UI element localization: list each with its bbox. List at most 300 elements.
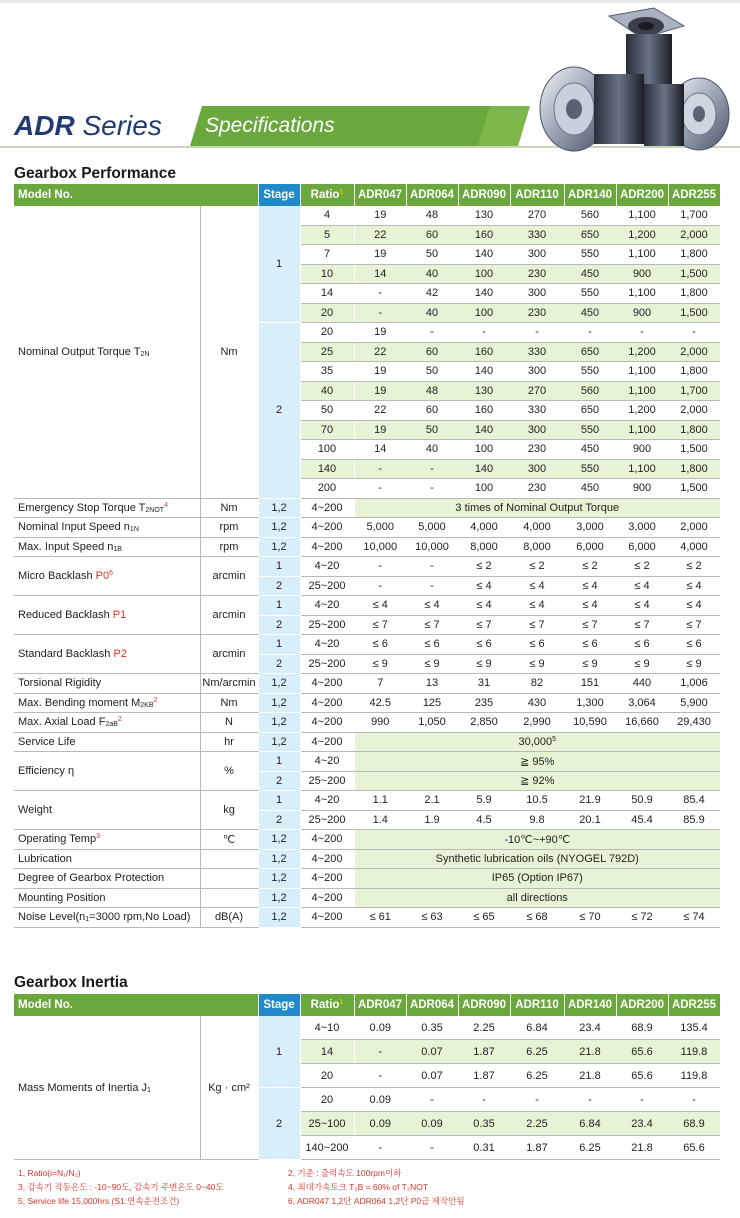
ratio-cell: 25~200 — [300, 810, 354, 830]
value-cell: 8,000 — [458, 537, 510, 557]
spec-name — [14, 693, 200, 713]
model-col-header: ADR200 — [616, 184, 668, 206]
value-cell: - — [354, 303, 406, 323]
value-cell: 21.8 — [564, 1040, 616, 1064]
value-cell: 19 — [354, 420, 406, 440]
value-cell: 130 — [458, 381, 510, 401]
table-row — [14, 537, 720, 557]
spec-name-part: Standard Backlash — [18, 648, 114, 660]
ratio-cell: 25~200 — [300, 576, 354, 596]
value-cell: 1,500 — [668, 479, 720, 499]
value-cell: 235 — [458, 693, 510, 713]
value-cell: 550 — [564, 420, 616, 440]
spec-unit: arcmin — [200, 635, 258, 674]
spec-unit: Kg · cm² — [200, 1016, 258, 1160]
value-cell: ≤ 7 — [668, 615, 720, 635]
value-cell: 1,100 — [616, 420, 668, 440]
model-col-header: ADR090 — [458, 184, 510, 206]
value-text: -10℃~+90℃ — [504, 833, 571, 846]
table-row — [14, 693, 720, 713]
value-cell: 65.6 — [616, 1040, 668, 1064]
ratio-cell: 4~200 — [300, 498, 354, 518]
value-cell: 16,660 — [616, 713, 668, 733]
value-cell: ≤ 61 — [354, 908, 406, 928]
spec-unit — [200, 869, 258, 889]
value-cell: 1,006 — [668, 674, 720, 694]
value-cell: 1,800 — [668, 459, 720, 479]
specifications-tab — [190, 106, 530, 146]
ratio-cell: 14 — [300, 284, 354, 304]
ratio-cell: 140 — [300, 459, 354, 479]
value-cell: 1.87 — [458, 1064, 510, 1088]
value-cell: 1.9 — [406, 810, 458, 830]
value-cell: 2,000 — [668, 518, 720, 538]
stage-cell: 1,2 — [258, 537, 300, 557]
value-cell: ≤ 2 — [616, 557, 668, 577]
value-text: 3 times of Nominal Output Torque — [455, 501, 620, 514]
series-word: Series — [82, 110, 162, 141]
value-cell: - — [458, 323, 510, 343]
stage-cell: 2 — [258, 654, 300, 674]
model-col-header: ADR047 — [354, 184, 406, 206]
value-cell: 6,000 — [616, 537, 668, 557]
spec-name-part: Efficiency — [18, 765, 68, 777]
value-cell: 330 — [510, 225, 564, 245]
value-cell: 23.4 — [616, 1112, 668, 1136]
value-cell: 1,200 — [616, 342, 668, 362]
ratio-cell: 40 — [300, 381, 354, 401]
footnotes-right — [288, 1166, 465, 1208]
spec-unit: Nm — [200, 498, 258, 518]
value-cell: 160 — [458, 225, 510, 245]
value-cell: 119.8 — [668, 1064, 720, 1088]
spec-name-part: Mass Moments of Inertia J — [18, 1081, 147, 1094]
value-cell: 140 — [458, 362, 510, 382]
value-cell: 1.87 — [510, 1136, 564, 1160]
spec-name-part: 2N — [140, 350, 150, 358]
value-cell: 300 — [510, 362, 564, 382]
performance-table — [14, 184, 721, 928]
value-text: Synthetic lubrication oils (NYOGEL 792D) — [435, 852, 639, 865]
value-cell: - — [406, 459, 458, 479]
value-cell: ≤ 72 — [616, 908, 668, 928]
value-cell: - — [354, 459, 406, 479]
value-span-cell — [354, 732, 720, 752]
ratio-cell: 10 — [300, 264, 354, 284]
spec-name — [14, 752, 200, 791]
value-cell: 1,800 — [668, 362, 720, 382]
stage-cell: 2 — [258, 323, 300, 499]
value-cell: ≤ 4 — [354, 596, 406, 616]
value-cell: ≤ 9 — [616, 654, 668, 674]
value-cell: 560 — [564, 381, 616, 401]
value-cell: 6.25 — [510, 1064, 564, 1088]
value-cell: 6.25 — [510, 1040, 564, 1064]
value-span-cell: ≧ 92% — [354, 771, 720, 791]
ratio-cell: 4~10 — [300, 1016, 354, 1040]
stage-cell: 1,2 — [258, 849, 300, 869]
value-cell: 330 — [510, 401, 564, 421]
value-cell: ≤ 7 — [406, 615, 458, 635]
spec-name-part: 2NOT — [145, 506, 165, 514]
ratio-cell: 4~200 — [300, 908, 354, 928]
value-cell: 10.5 — [510, 791, 564, 811]
value-cell: 450 — [564, 479, 616, 499]
stage-header: Stage — [258, 994, 300, 1016]
spec-name-part: Max. Axial Load F — [18, 716, 106, 729]
value-cell: 550 — [564, 284, 616, 304]
spec-name-part: Max. Input Speed n — [18, 540, 114, 553]
value-cell: 430 — [510, 693, 564, 713]
value-cell: 68.9 — [616, 1016, 668, 1040]
value-cell: 21.8 — [616, 1136, 668, 1160]
value-cell: 22 — [354, 225, 406, 245]
value-cell: 160 — [458, 342, 510, 362]
value-cell: 19 — [354, 206, 406, 225]
spec-name-part: 2aB — [105, 721, 118, 729]
ratio-cell: 200 — [300, 479, 354, 499]
spec-name-part: 2KB — [140, 701, 154, 709]
ratio-cell: 25~200 — [300, 654, 354, 674]
footnote: 2, 기준 : 출력속도 100rpm이하 — [288, 1168, 402, 1178]
value-cell: 50 — [406, 420, 458, 440]
ratio-cell: 4~200 — [300, 537, 354, 557]
ratio-cell: 25~200 — [300, 615, 354, 635]
stage-cell: 1 — [258, 596, 300, 616]
spec-unit: rpm — [200, 537, 258, 557]
ratio-cell: 4~200 — [300, 888, 354, 908]
value-cell: - — [616, 1088, 668, 1112]
inertia-table — [14, 994, 721, 1160]
value-cell: 60 — [406, 401, 458, 421]
stage-cell: 1 — [258, 635, 300, 655]
spec-name-part: Max. Bending moment M — [18, 696, 141, 709]
table-row — [14, 674, 720, 694]
stage-cell: 1 — [258, 557, 300, 577]
value-cell: - — [354, 284, 406, 304]
spec-name — [14, 713, 200, 733]
value-cell: 0.07 — [406, 1064, 458, 1088]
spec-name-part: 4 — [164, 501, 168, 509]
spec-name-part: Operating Temp — [18, 833, 97, 846]
inertia-header-row — [14, 994, 720, 1016]
value-cell: 130 — [458, 206, 510, 225]
value-cell: 135.4 — [668, 1016, 720, 1040]
value-cell: 900 — [616, 264, 668, 284]
value-cell: 6.25 — [564, 1136, 616, 1160]
spec-name — [14, 908, 200, 928]
value-cell: 4,000 — [668, 537, 720, 557]
value-cell: ≤ 9 — [564, 654, 616, 674]
spec-name-part: P0 — [95, 570, 110, 582]
value-cell: 270 — [510, 381, 564, 401]
value-cell: ≤ 9 — [354, 654, 406, 674]
spec-name — [14, 888, 200, 908]
ratio-cell: 35 — [300, 362, 354, 382]
value-span-cell — [354, 849, 720, 869]
value-cell: 650 — [564, 342, 616, 362]
value-span-cell — [354, 888, 720, 908]
value-cell: 550 — [564, 362, 616, 382]
value-cell: 440 — [616, 674, 668, 694]
value-cell: 68.9 — [668, 1112, 720, 1136]
ratio-cell: 70 — [300, 420, 354, 440]
spec-unit: kg — [200, 791, 258, 830]
spec-unit — [200, 849, 258, 869]
value-cell: - — [406, 557, 458, 577]
ratio-cell: 4~200 — [300, 713, 354, 733]
value-cell: ≤ 9 — [668, 654, 720, 674]
value-cell: 10,590 — [564, 713, 616, 733]
value-cell: 6,000 — [564, 537, 616, 557]
footnote-mark: 5 — [552, 735, 557, 743]
value-cell: 3,064 — [616, 693, 668, 713]
model-col-header: ADR064 — [406, 184, 458, 206]
value-cell: 230 — [510, 303, 564, 323]
value-cell: - — [354, 1064, 406, 1088]
value-cell: ≤ 68 — [510, 908, 564, 928]
value-cell: 2,000 — [668, 342, 720, 362]
spec-name — [14, 596, 200, 635]
stage-cell: 1 — [258, 1016, 300, 1088]
value-cell: ≤ 4 — [616, 596, 668, 616]
value-cell: 2.1 — [406, 791, 458, 811]
model-col-header: ADR255 — [668, 994, 720, 1016]
value-cell: ≤ 2 — [564, 557, 616, 577]
stage-cell: 2 — [258, 810, 300, 830]
spec-name-part: Torsional Rigidity — [18, 677, 102, 690]
ratio-cell: 4~200 — [300, 849, 354, 869]
table-row — [14, 518, 720, 538]
stage-cell: 1,2 — [258, 518, 300, 538]
spec-name-part: 3 — [96, 833, 100, 841]
value-span-cell — [354, 869, 720, 889]
value-cell: 42 — [406, 284, 458, 304]
value-cell: 60 — [406, 342, 458, 362]
spec-name-part: Emergency Stop Torque T — [18, 501, 146, 514]
value-cell: - — [510, 323, 564, 343]
top-divider — [0, 0, 740, 3]
performance-header-row — [14, 184, 720, 206]
spec-name-part: 1B — [113, 545, 122, 553]
value-cell: 19 — [354, 362, 406, 382]
ratio-cell: 25 — [300, 342, 354, 362]
value-cell: 1,500 — [668, 303, 720, 323]
table-row — [14, 206, 720, 225]
value-cell: 0.09 — [354, 1016, 406, 1040]
spec-name-part: 6 — [109, 570, 114, 577]
value-cell: ≤ 7 — [564, 615, 616, 635]
value-cell: - — [406, 479, 458, 499]
table-row — [14, 791, 720, 811]
ratio-cell: 14 — [300, 1040, 354, 1064]
value-cell: 650 — [564, 401, 616, 421]
value-text: 30,000 — [518, 735, 553, 748]
value-cell: 85.9 — [668, 810, 720, 830]
table-row — [14, 713, 720, 733]
spec-unit: ℃ — [200, 830, 258, 850]
value-cell: 85.4 — [668, 791, 720, 811]
series-title — [14, 110, 162, 142]
spec-name — [14, 830, 200, 850]
spec-name-part: Nominal Input Speed n — [18, 521, 130, 534]
model-col-header: ADR200 — [616, 994, 668, 1016]
stage-cell: 1,2 — [258, 830, 300, 850]
value-cell: 140 — [458, 420, 510, 440]
spec-unit: N — [200, 713, 258, 733]
value-cell: ≤ 4 — [458, 596, 510, 616]
value-cell: 1,100 — [616, 245, 668, 265]
value-cell: 2.25 — [458, 1016, 510, 1040]
value-cell: 40 — [406, 303, 458, 323]
ratio-cell: 4~200 — [300, 674, 354, 694]
stage-cell: 2 — [258, 771, 300, 791]
value-cell: - — [354, 557, 406, 577]
value-cell: - — [668, 1088, 720, 1112]
series-name: ADR — [14, 110, 75, 141]
ratio-cell: 4~200 — [300, 869, 354, 889]
spec-name-part: P2 — [113, 648, 127, 660]
spec-name — [14, 498, 200, 518]
value-cell: 4,000 — [458, 518, 510, 538]
ratio-cell: 25~100 — [300, 1112, 354, 1136]
ratio-cell: 4~20 — [300, 596, 354, 616]
value-cell: 1,200 — [616, 401, 668, 421]
value-cell: 300 — [510, 459, 564, 479]
stage-cell: 1 — [258, 791, 300, 811]
value-cell: 13 — [406, 674, 458, 694]
value-cell: 0.09 — [406, 1112, 458, 1136]
value-cell: 21.8 — [564, 1064, 616, 1088]
value-cell: ≤ 63 — [406, 908, 458, 928]
table-row — [14, 752, 720, 772]
value-cell: ≤ 65 — [458, 908, 510, 928]
value-cell: ≤ 4 — [406, 596, 458, 616]
value-cell: 100 — [458, 303, 510, 323]
model-header: Model No. — [14, 994, 258, 1016]
spec-name-part: =3000 rpm,No Load) — [89, 911, 191, 924]
stage-cell: 1,2 — [258, 908, 300, 928]
value-cell: 1.87 — [458, 1040, 510, 1064]
value-cell: 2,000 — [668, 225, 720, 245]
value-cell: 6.84 — [510, 1016, 564, 1040]
value-cell: ≤ 6 — [668, 635, 720, 655]
value-cell: 14 — [354, 264, 406, 284]
ratio-cell: 4 — [300, 206, 354, 225]
ratio-cell: 4~20 — [300, 752, 354, 772]
value-cell: - — [406, 576, 458, 596]
value-cell: ≤ 4 — [668, 576, 720, 596]
value-cell: ≤ 4 — [510, 596, 564, 616]
value-cell: 550 — [564, 245, 616, 265]
value-cell: ≤ 2 — [668, 557, 720, 577]
value-cell: 0.09 — [354, 1112, 406, 1136]
value-cell: 19 — [354, 245, 406, 265]
value-cell: 230 — [510, 479, 564, 499]
value-cell: 0.07 — [406, 1040, 458, 1064]
performance-body — [14, 206, 720, 927]
value-cell: 48 — [406, 381, 458, 401]
spec-name-part: P1 — [112, 609, 127, 621]
value-cell: 140 — [458, 459, 510, 479]
value-cell: ≤ 7 — [354, 615, 406, 635]
ratio-cell: 25~200 — [300, 771, 354, 791]
inertia-title: Gearbox Inertia — [14, 974, 128, 991]
value-cell: 1,300 — [564, 693, 616, 713]
spec-unit: Nm — [200, 693, 258, 713]
value-cell: 450 — [564, 440, 616, 460]
value-cell: 6.84 — [564, 1112, 616, 1136]
value-cell: 990 — [354, 713, 406, 733]
value-cell: 2,850 — [458, 713, 510, 733]
model-col-header: ADR090 — [458, 994, 510, 1016]
value-cell: 9.8 — [510, 810, 564, 830]
model-col-header: ADR047 — [354, 994, 406, 1016]
value-cell: 29,430 — [668, 713, 720, 733]
model-col-header: ADR140 — [564, 184, 616, 206]
value-cell: 900 — [616, 479, 668, 499]
value-cell: 20.1 — [564, 810, 616, 830]
value-text: all directions — [506, 891, 568, 904]
spec-name-part: 2 — [153, 696, 158, 704]
tab-label: Specifications — [205, 114, 335, 137]
footnote: 4, 최대가속토크 T₂B = 60% of T₂NOT — [288, 1182, 429, 1192]
spec-name — [14, 791, 200, 830]
value-cell: 0.35 — [458, 1112, 510, 1136]
spec-unit: Nm/arcmin — [200, 674, 258, 694]
value-cell: 140 — [458, 245, 510, 265]
table-row — [14, 498, 720, 518]
value-cell: 4.5 — [458, 810, 510, 830]
value-cell: 900 — [616, 440, 668, 460]
ratio-cell: 4~200 — [300, 830, 354, 850]
ratio-cell: 20 — [300, 1088, 354, 1112]
inertia-body — [14, 1016, 720, 1160]
ratio-cell: 20 — [300, 1064, 354, 1088]
value-cell: 230 — [510, 440, 564, 460]
value-cell: 650 — [564, 225, 616, 245]
stage-cell: 1 — [258, 206, 300, 323]
value-cell: 1,800 — [668, 284, 720, 304]
value-cell: ≤ 7 — [510, 615, 564, 635]
value-cell: 4,000 — [510, 518, 564, 538]
value-cell: - — [458, 1088, 510, 1112]
value-cell: 160 — [458, 401, 510, 421]
value-cell: 7 — [354, 674, 406, 694]
value-cell: 119.8 — [668, 1040, 720, 1064]
value-cell: ≤ 74 — [668, 908, 720, 928]
value-cell: ≤ 4 — [616, 576, 668, 596]
spec-name-part: 2 — [117, 716, 122, 724]
spec-name-part: Noise Level(n — [18, 911, 86, 924]
value-cell: 1,200 — [616, 225, 668, 245]
value-cell: ≤ 6 — [406, 635, 458, 655]
value-cell: 1,700 — [668, 381, 720, 401]
value-cell: 1.1 — [354, 791, 406, 811]
spec-unit: Nm — [200, 206, 258, 498]
stage-cell: 2 — [258, 1088, 300, 1160]
value-cell: 40 — [406, 264, 458, 284]
stage-cell: 2 — [258, 615, 300, 635]
spec-name — [14, 1016, 200, 1160]
value-cell: ≤ 9 — [406, 654, 458, 674]
value-cell: 8,000 — [510, 537, 564, 557]
value-cell: 1,100 — [616, 459, 668, 479]
table-row — [14, 732, 720, 752]
value-cell: 3,000 — [616, 518, 668, 538]
value-cell: 23.4 — [564, 1016, 616, 1040]
value-cell: 125 — [406, 693, 458, 713]
